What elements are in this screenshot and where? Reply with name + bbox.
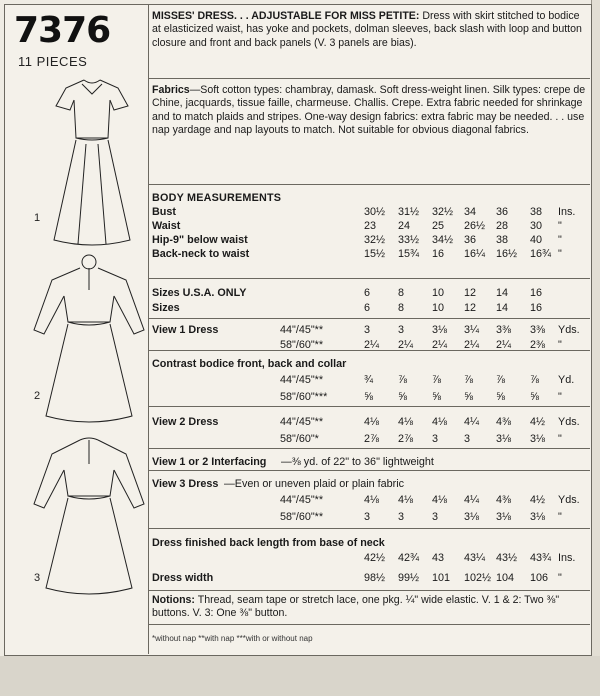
size-row-value: 14: [496, 302, 509, 314]
measurement-row-value: 28: [496, 220, 509, 232]
size-row-label: Sizes U.S.A. ONLY: [152, 287, 247, 299]
contrast-yardage-row-value: ⅞: [496, 374, 506, 386]
measurement-row-value: 16¼: [464, 248, 486, 260]
measurement-row-value: 16½: [496, 248, 518, 260]
rule-after-notions: [148, 624, 590, 625]
view2-yardage-row-value: 4⅛: [398, 416, 414, 428]
view2-label: View 2 Dress: [152, 416, 219, 428]
measurement-row-label: Bust: [152, 206, 176, 218]
view1-yardage-row-value: 2⅜: [530, 339, 546, 351]
measurement-row-unit: ": [558, 248, 562, 260]
footnote: *without nap **with nap ***with or without nap: [152, 634, 313, 643]
measurement-row-value: 38: [530, 206, 543, 218]
size-row-value: 12: [464, 287, 477, 299]
dress-width-row-value: 104: [496, 572, 515, 584]
view1-yardage-row-value: 3: [364, 324, 371, 336]
view1-yardage-row-value: 3⅛: [432, 324, 448, 336]
view3-yardage-row-value: 4⅜: [496, 494, 512, 506]
measurement-row-value: 25: [432, 220, 445, 232]
measurement-row-value: 15¾: [398, 248, 420, 260]
view1-yardage-row-unit: Yds.: [558, 324, 580, 336]
view2-yardage-row-value: 4⅜: [496, 416, 512, 428]
description: MISSES' DRESS. . . ADJUSTABLE FOR MISS PETITE: Dress with skirt stitched to bodice at elasticized waist, has yoke and pockets, dolman sleeves, back slash with loop and button closure and front and back panels (V. 3 panels are bias).: [152, 10, 582, 49]
measurement-row-unit: Ins.: [558, 206, 576, 218]
notions: Notions: Thread, seam tape or stretch lace, one pkg. ¼" wide elastic. V. 1 & 2: Two ⅜" buttons. V. 3: One ⅜" button.: [152, 594, 560, 620]
measurement-row-value: 33½: [398, 234, 420, 246]
view2-yardage-row-value: 4¼: [464, 416, 480, 428]
measurement-row-unit: ": [558, 234, 562, 246]
view-1-illustration: [46, 70, 138, 250]
measurement-row-value: 34½: [432, 234, 454, 246]
dress-width-row-unit: ": [558, 572, 562, 584]
pattern-number: 7376: [14, 10, 111, 51]
size-row-label: Sizes: [152, 302, 180, 314]
measurement-row: [152, 248, 588, 261]
view2-yardage-row-value: 4⅛: [432, 416, 448, 428]
column-divider: [148, 4, 149, 654]
dress-width-row: [152, 572, 588, 585]
size-row-value: 6: [364, 302, 371, 314]
contrast-yardage-row: [152, 391, 588, 404]
measurement-row-label: Hip-9" below waist: [152, 234, 248, 246]
contrast-yardage-row-fabric-width: 58"/60"***: [280, 391, 328, 403]
view3-yardage-row-value: 4½: [530, 494, 546, 506]
view3-yardage-row-value: 3: [432, 511, 439, 523]
view1-yardage-row-value: 3⅜: [496, 324, 512, 336]
interfacing: View 1 or 2 Interfacing —⅜ yd. of 22" to 36" lightweight: [152, 456, 434, 468]
view3-yardage-row-value: 3⅛: [464, 511, 480, 523]
view3-yardage-row-value: 4⅛: [398, 494, 414, 506]
contrast-yardage-row-value: ⅝: [432, 391, 442, 403]
view2-yardage-row-value: 3: [432, 433, 439, 445]
rule-after-measurements: [148, 278, 590, 279]
dress-width-row-value: 101: [432, 572, 451, 584]
contrast-yardage-row-value: ⅝: [464, 391, 474, 403]
measurement-row-value: 36: [496, 206, 509, 218]
view2-yardage-row-value: 3⅛: [496, 433, 512, 445]
measurement-row-label: Back-neck to waist: [152, 248, 250, 260]
contrast-yardage-row: [152, 374, 588, 387]
view3-yardage-row-unit: Yds.: [558, 494, 580, 506]
view1-yardage-row-value: 2¼: [496, 339, 512, 351]
view3-yardage-row-fabric-width: 58"/60"**: [280, 511, 324, 523]
measurement-row: [152, 234, 588, 247]
contrast-yardage-row-value: ⅞: [530, 374, 540, 386]
rule-after-interfacing: [148, 470, 590, 471]
view2-yardage-row-value: 4½: [530, 416, 546, 428]
measurement-row-value: 16¾: [530, 248, 552, 260]
contrast-yardage-row-unit: ": [558, 391, 562, 403]
contrast-yardage-row-value: ⅞: [464, 374, 474, 386]
view3-yardage-row-value: 4⅛: [364, 494, 380, 506]
size-row: [152, 287, 588, 300]
contrast-yardage-row-value: ¾: [364, 374, 374, 386]
fabrics: Fabrics—Soft cotton types: chambray, damask. Soft dress-weight linen. Silk types: crepe de Chine, jacquards, tissue faille, charmeuse. Challis. Crepe. Extra fabric needed for shrinkage and to match plaids and stripes. One-way design fabrics: extra fabric may be needed. . . use nap yardage and nap layouts to match. Not suitable for obvious diagonal fabrics.: [152, 84, 586, 137]
measurement-row-unit: ": [558, 220, 562, 232]
view2-yardage-row-unit: ": [558, 433, 562, 445]
view2-yardage-row-unit: Yds.: [558, 416, 580, 428]
view1-yardage-row-value: 2¼: [464, 339, 480, 351]
size-row-value: 12: [464, 302, 477, 314]
view2-yardage-row-value: 2⅞: [398, 433, 414, 445]
envelope-edge: [591, 0, 600, 696]
view3-yardage-row: [152, 494, 588, 507]
measurement-row-value: 34: [464, 206, 477, 218]
view3-yardage-row-value: 4⅛: [432, 494, 448, 506]
size-row-value: 10: [432, 302, 445, 314]
rule-after-sizes: [148, 318, 590, 319]
contrast-yardage-row-value: ⅝: [496, 391, 506, 403]
view3-yardage-row: [152, 511, 588, 524]
measurement-row-value: 23: [364, 220, 377, 232]
contrast-yardage-row-fabric-width: 44"/45"**: [280, 374, 324, 386]
view3-yardage-row-value: 3: [364, 511, 371, 523]
finished-label: Dress finished back length from base of neck: [152, 537, 385, 549]
view1-yardage-row-fabric-width: 44"/45"**: [280, 324, 324, 336]
view2-yardage-row: [152, 416, 588, 429]
view1-yardage-row-value: 3¼: [464, 324, 480, 336]
rule-after-contrast: [148, 406, 590, 407]
view2-yardage-row: [152, 433, 588, 446]
contrast-label: Contrast bodice front, back and collar: [152, 358, 347, 370]
view2-yardage-row-value: 2⅞: [364, 433, 380, 445]
finished-length-row-value: 43½: [496, 552, 518, 564]
measurement-row-value: 40: [530, 234, 543, 246]
finished-length-row: [152, 552, 588, 565]
finished-length-row-value: 43¼: [464, 552, 486, 564]
size-row-value: 10: [432, 287, 445, 299]
measurement-row: [152, 220, 588, 233]
view-label-3: 3: [34, 572, 41, 584]
view1-yardage-row-value: 3: [398, 324, 405, 336]
view1-yardage-row-value: 3⅜: [530, 324, 546, 336]
view-3-illustration: [30, 432, 148, 602]
finished-length-row-value: 42½: [364, 552, 386, 564]
contrast-yardage-row-value: ⅝: [530, 391, 540, 403]
view-2-illustration: [30, 250, 148, 430]
view1-yardage-row-value: 2¼: [432, 339, 448, 351]
rule-after-finished: [148, 590, 590, 591]
view3-yardage-row-value: 3: [398, 511, 405, 523]
dress-width-row-label: Dress width: [152, 572, 214, 584]
view1-yardage-row-unit: ": [558, 339, 562, 351]
view3-yardage-row-value: 3⅛: [530, 511, 546, 523]
view1-yardage-row-fabric-width: 58"/60"**: [280, 339, 324, 351]
view1-label: View 1 Dress: [152, 324, 219, 336]
view3-label: View 3 Dress —Even or uneven plaid or plain fabric: [152, 478, 405, 490]
size-row-value: 8: [398, 302, 405, 314]
view1-yardage-row-value: 2¼: [364, 339, 380, 351]
size-row-value: 8: [398, 287, 405, 299]
view3-yardage-row-value: 3⅛: [496, 511, 512, 523]
view2-yardage-row-value: 3: [464, 433, 471, 445]
rule-after-view2: [148, 448, 590, 449]
size-row-value: 16: [530, 302, 543, 314]
rule-after-view3: [148, 528, 590, 529]
view2-yardage-row-value: 3⅛: [530, 433, 546, 445]
body-measurements-title: BODY MEASUREMENTS: [152, 192, 282, 204]
contrast-yardage-row-value: ⅞: [432, 374, 442, 386]
finished-length-row-unit: Ins.: [558, 552, 576, 564]
size-row-value: 14: [496, 287, 509, 299]
rule-after-description: [148, 78, 590, 79]
measurement-row-value: 30½: [364, 206, 386, 218]
view-label-2: 2: [34, 390, 41, 402]
dress-width-row-value: 98½: [364, 572, 386, 584]
measurement-row-value: 32½: [364, 234, 386, 246]
measurement-row-value: 36: [464, 234, 477, 246]
envelope-bottom: [0, 656, 600, 696]
dress-width-row-value: 102½: [464, 572, 492, 584]
size-row-value: 16: [530, 287, 543, 299]
dress-width-row-value: 99½: [398, 572, 420, 584]
measurement-row-value: 24: [398, 220, 411, 232]
view2-yardage-row-value: 4⅛: [364, 416, 380, 428]
finished-length-row-value: 43: [432, 552, 445, 564]
measurement-row: [152, 206, 588, 219]
measurement-row-value: 30: [530, 220, 543, 232]
pieces-count: 11 PIECES: [18, 54, 88, 69]
measurement-row-value: 16: [432, 248, 445, 260]
dress-width-row-value: 106: [530, 572, 549, 584]
contrast-yardage-row-value: ⅝: [398, 391, 408, 403]
size-row: [152, 302, 588, 315]
contrast-yardage-row-unit: Yd.: [558, 374, 575, 386]
view-label-1: 1: [34, 212, 41, 224]
measurement-row-value: 15½: [364, 248, 386, 260]
size-row-value: 6: [364, 287, 371, 299]
view3-yardage-row-value: 4¼: [464, 494, 480, 506]
view2-yardage-row-fabric-width: 58"/60"*: [280, 433, 319, 445]
view1-yardage-row: [152, 339, 588, 352]
measurement-row-value: 26½: [464, 220, 486, 232]
view3-yardage-row-unit: ": [558, 511, 562, 523]
finished-length-row-value: 42¾: [398, 552, 420, 564]
finished-length-row-value: 43¾: [530, 552, 552, 564]
view1-yardage-row-value: 2¼: [398, 339, 414, 351]
view3-yardage-row-fabric-width: 44"/45"**: [280, 494, 324, 506]
rule-after-fabrics: [148, 184, 590, 185]
measurement-row-value: 32½: [432, 206, 454, 218]
measurement-row-value: 31½: [398, 206, 420, 218]
measurement-row-label: Waist: [152, 220, 181, 232]
view2-yardage-row-fabric-width: 44"/45"**: [280, 416, 324, 428]
measurement-row-value: 38: [496, 234, 509, 246]
contrast-yardage-row-value: ⅞: [398, 374, 408, 386]
contrast-yardage-row-value: ⅝: [364, 391, 374, 403]
view1-yardage-row: [152, 324, 588, 337]
